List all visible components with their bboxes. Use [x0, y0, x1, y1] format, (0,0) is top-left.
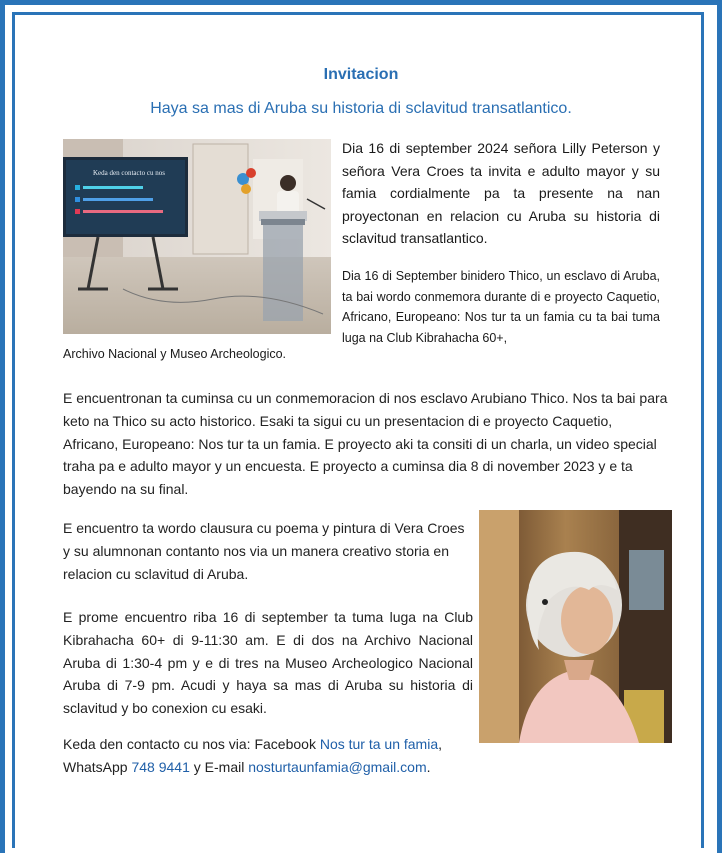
presentation-photo — [63, 139, 331, 334]
page-title: Invitacion — [323, 66, 399, 83]
intro-paragraph: Dia 16 di september 2024 señora Lilly Peterson y señora Vera Croes ta invita e adulto mayor y su famia cordialmente pa ta presente na nan proyectonan en relacion cu Aruba su historia di sclavitud transatlantico. — [342, 140, 660, 246]
whatsapp-label: WhatsApp — [63, 758, 128, 775]
facebook-link[interactable]: Nos tur ta un famia — [319, 736, 439, 752]
page-subtitle: Haya sa mas di Aruba su historia di sclavitud transatlantico. — [150, 100, 572, 117]
portrait-photo — [479, 510, 672, 743]
body-paragraph-commemoration: E encuentronan ta cuminsa cu un conmemoracion di nos esclavo Arubiano Thico. Nos ta bai para keto na Thico su acto historico. Esaki ta sigui cu un presentacion di e proyecto Caquetio, Africano, Europeano: Nos tur ta un famia. E proyecto aki ta consiti di un charla, un video special traha pa e adulto mayor y un encuesta. E proyecto a cuminsa dia 8 di november 2023 y e ta bayendo na su final. — [63, 390, 668, 498]
contact-paragraph — [63, 733, 473, 779]
body-paragraph-closing: E encuentro ta wordo clausura cu poema y pintura di Vera Croes y su alumnonan contanto nos via un manera creativo storia en relacion cu sclavitud di Aruba. — [63, 520, 465, 582]
email-label: y E-mail — [193, 758, 245, 775]
contact-separator: , — [438, 736, 443, 752]
email-link[interactable]: nosturtaunfamia@gmail.com — [248, 758, 427, 775]
thico-paragraph: Dia 16 di September binidero Thico, un esclavo di Aruba, ta bai wordo conmemora durante di e proyecto Caquetio, Africano, Europeano: Nos tur ta un famia cu ta bai tuma luga na Club Kibrahacha 60+, — [342, 269, 660, 345]
slide-heading: Keda den contacto cu nos — [93, 169, 165, 177]
contact-prefix: Keda den contacto cu nos via: Facebook — [63, 736, 316, 752]
whatsapp-number[interactable]: 748 9441 — [131, 758, 190, 775]
thico-paragraph-end: Archivo Nacional y Museo Archeologico. — [63, 347, 287, 361]
body-paragraph-schedule: E prome encuentro riba 16 di september ta tuma luga na Club Kibrahacha 60+ di 9-11:30 am. E di dos na Archivo Nacional Aruba di 1:30-4 pm y e di tres na Museo Archeologico Nacional Aruba di 7-9 pm. Acudi y haya sa mas di Aruba su historia di sclavitud y bo conexion cu esaki. — [63, 609, 473, 717]
contact-end: . — [426, 758, 431, 775]
